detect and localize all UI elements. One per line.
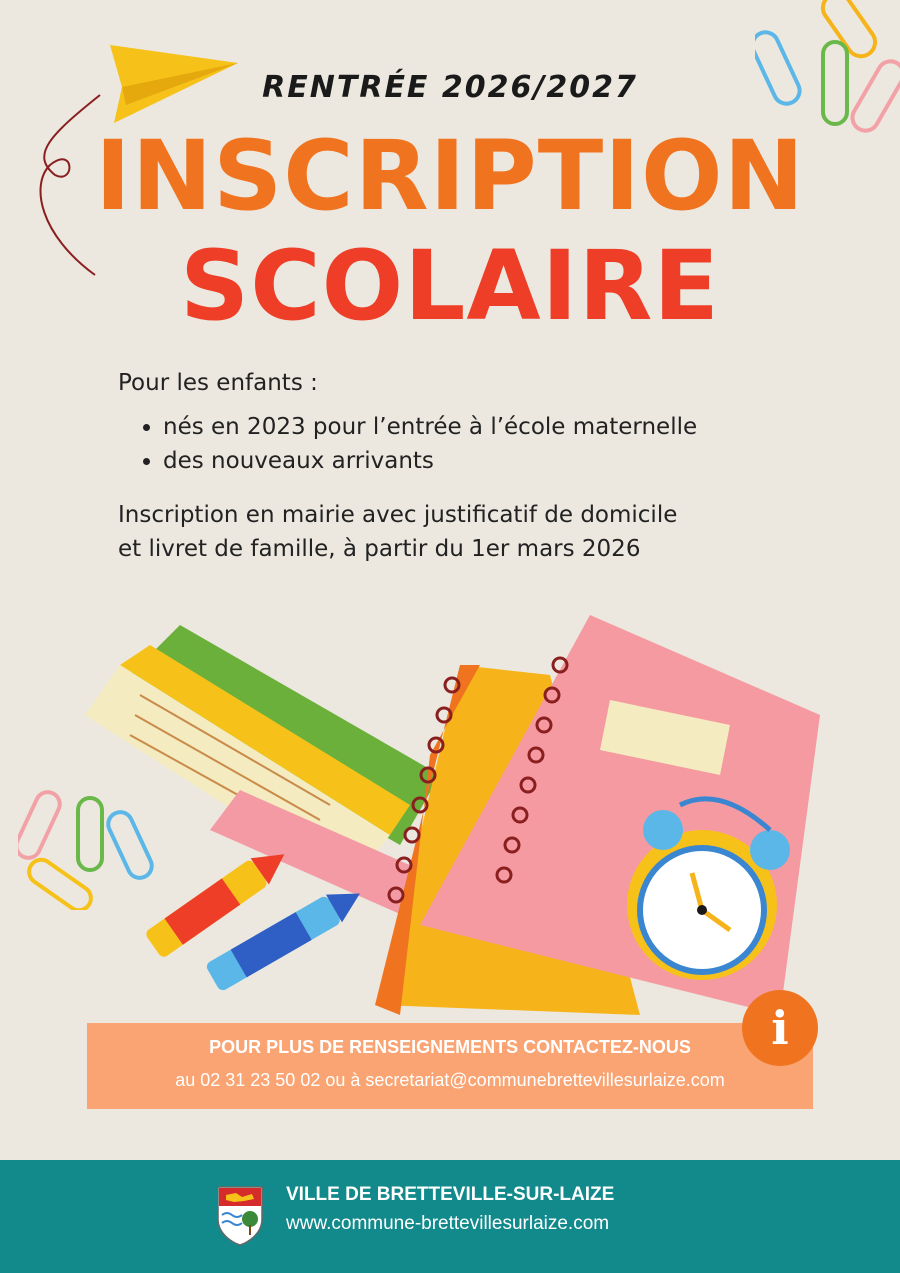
school-year-subtitle: RENTRÉE 2026/2027 [262,70,638,105]
website-link[interactable]: www.commune-brettevillesurlaize.com [286,1213,610,1234]
intro-text: Pour les enfants : [118,370,318,396]
title-scolaire: SCOLAIRE [180,230,720,342]
procedure-line-1: Inscription en mairie avec justificatif de domicile [118,502,678,528]
town-name: VILLE DE BRETTEVILLE-SUR-LAIZE [286,1184,615,1205]
town-coat-of-arms-logo [216,1185,264,1247]
contact-title: POUR PLUS DE RENSEIGNEMENTS CONTACTEZ-NOUS [209,1037,691,1057]
registration-info [118,366,818,566]
info-icon: i [742,990,818,1066]
eligibility-list [118,410,818,478]
footer [0,1160,900,1273]
title-inscription: INSCRIPTION [95,120,805,232]
contact-details: au 02 31 23 50 02 ou à secretariat@communebrettevillesurlaize.com [175,1070,725,1090]
list-item: • nés en 2023 pour l’entrée à l’école maternelle [163,410,818,444]
list-item: • des nouveaux arrivants [163,444,818,478]
contact-box [87,1023,813,1109]
school-supplies-illustration [80,605,830,1025]
procedure-line-2: et livret de famille, à partir du 1er mars 2026 [118,536,641,562]
